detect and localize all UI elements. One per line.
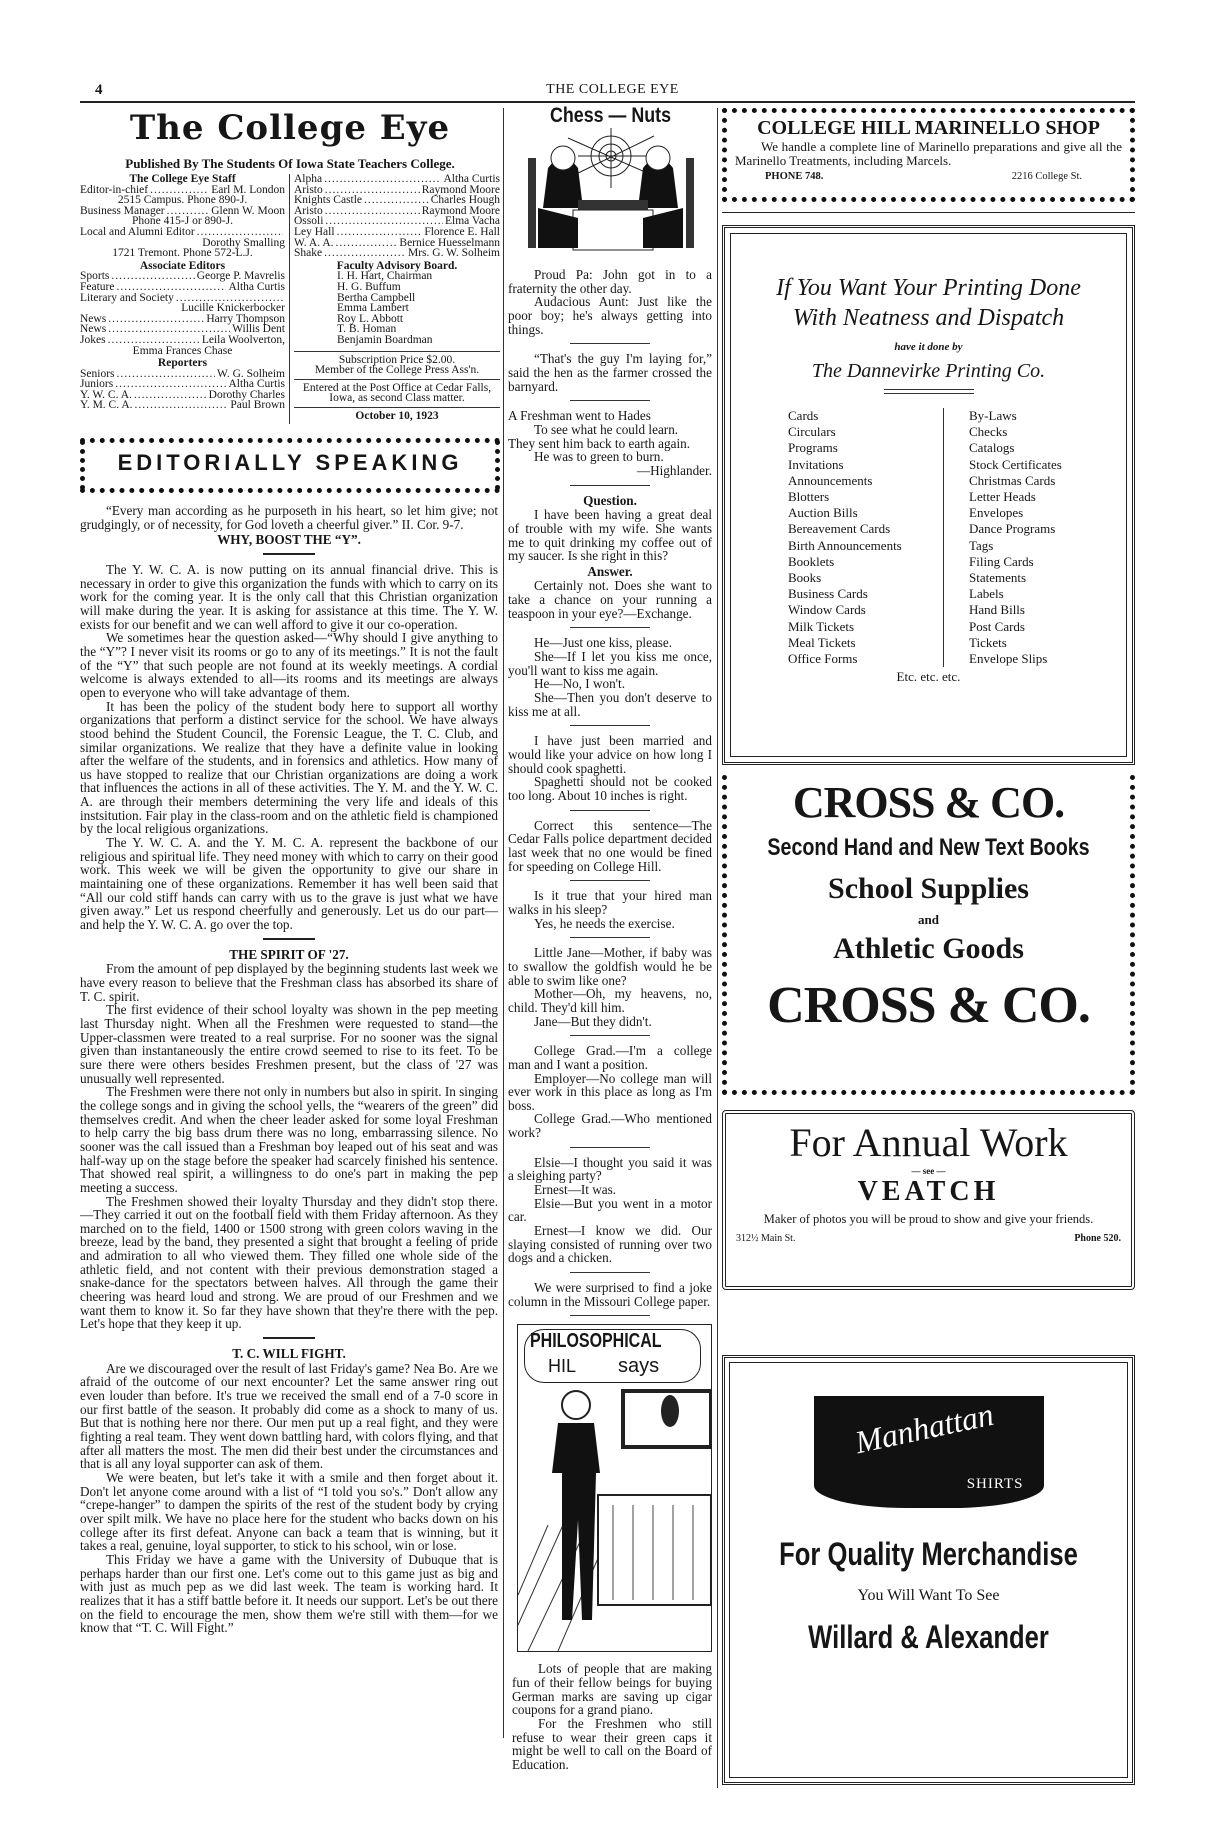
printing-ad [722, 225, 1135, 765]
staff-row [80, 335, 285, 346]
cross-athletic-goods: Athletic Goods [833, 932, 1024, 965]
joke-separator [570, 880, 650, 881]
cross-co-ad [722, 775, 1135, 1095]
staff-role: News [80, 312, 107, 325]
staff-name: Bernice Huesselmann [399, 236, 500, 249]
staff-name: Elma Vacha [444, 215, 500, 228]
veatch-see: — see — [911, 1166, 946, 1176]
joke-separator [570, 1147, 650, 1148]
staff-list [80, 174, 285, 411]
article-paragraph: The first evidence of their school loyalty was shown in the pep meeting last Thursday night. When all the Freshmen were requested to stand—the Upper-classmen were treated to a real surprise. For no sooner was the signal given than instantaneously the entire crowd seemed to rise to its feet. To be sure there were others besides Freshmen present, but the class of '27 was unusually well represented. [80, 1002, 498, 1086]
printing-item: Cards [788, 408, 819, 423]
joke-line: —Highlander. [636, 462, 712, 478]
logo-script: Manhattan [851, 1395, 997, 1461]
leader-dots [324, 248, 406, 259]
veatch-headline: For Annual Work [789, 1120, 1068, 1165]
printing-item: Programs [788, 440, 838, 456]
printing-item: Hand Bills [969, 602, 1025, 618]
veatch-address: 312½ Main St. [736, 1233, 796, 1244]
staff-name: Altha Curtis [228, 378, 285, 391]
printing-item: Tags [969, 537, 994, 553]
staff-role: Local and Alumni Editor [80, 225, 195, 238]
staff-role: Seniors [80, 367, 115, 380]
staff-row [80, 227, 285, 248]
joke-separator [570, 485, 650, 486]
ad-separator [722, 212, 1135, 213]
joke-line: He—Just one kiss, please. [534, 635, 673, 651]
printing-item: Milk Tickets [788, 618, 855, 634]
leader-dots [325, 206, 420, 217]
joke-heading: Question. [583, 492, 637, 508]
staff-row [80, 282, 285, 293]
cross-and: and [918, 912, 939, 927]
marinello-body: We handle a complete line of Marinello preparations and give all the Marinello Treatments, including Marcels. [735, 139, 1122, 168]
faculty-member: I. H. Hart, Chairman [337, 270, 433, 283]
article-title: THE SPIRIT OF '27. [229, 946, 349, 962]
printing-item: By-Laws [969, 408, 1017, 423]
leader-dots [116, 282, 226, 293]
joke-line: Proud Pa: John got in to a fraternity the other day. [508, 267, 712, 296]
staff-role: Shake [294, 247, 323, 260]
want-to-see: You Will Want To See [857, 1587, 1000, 1604]
joke-line: Audacious Aunt: Just like the poor boy; he's always getting into things. [508, 294, 712, 337]
cross-school-supplies: School Supplies [828, 872, 1029, 905]
printing-company: The Dannevirke Printing Co. [811, 360, 1046, 382]
leader-dots [134, 390, 207, 401]
joke-line: Ernest—It was. [534, 1182, 617, 1198]
leader-dots [117, 369, 216, 380]
staff-row [80, 293, 285, 314]
cross-name-top: CROSS & CO. [792, 778, 1065, 827]
staff-role: W. A. A. [294, 236, 334, 249]
staff-role: Ossoli [294, 215, 324, 228]
phil-title-2: HIL [548, 1356, 577, 1377]
joke-line: Elsie—I thought you said it was a sleighing party? [508, 1154, 712, 1184]
column-divider-1 [503, 108, 504, 1738]
staff-role: Juniors [80, 378, 114, 391]
leader-dots [108, 314, 204, 325]
joke-separator [570, 810, 650, 811]
joke-line: Little Jane—Mother, if baby was to swallow the goldfish would he be able to swim like one? [508, 945, 712, 988]
leader-dots [111, 271, 194, 282]
diamond-border-top [80, 438, 500, 443]
staff-role: Alpha [294, 173, 323, 185]
joke-heading: Answer. [587, 563, 633, 579]
printing-line-2: With Neatness and Dispatch [792, 305, 1065, 331]
printing-item: Announcements [788, 472, 873, 488]
phil-title: PHILOSOPHICAL [530, 1330, 662, 1353]
printing-item: Checks [969, 424, 1008, 440]
joke-line: Mother—Oh, my heavens, no, child. They'd kill him. [508, 986, 712, 1015]
printing-item: Envelopes [969, 505, 1024, 521]
staff-role: Business Manager [80, 204, 165, 217]
middle-column [508, 268, 712, 1772]
staff-role: Feature [80, 280, 115, 293]
printing-have: have it done by [894, 341, 963, 353]
staff-name: Charles Hough [430, 194, 500, 207]
diamond-border-bottom [80, 488, 500, 493]
joke-line: Jane—But they didn't. [534, 1013, 652, 1029]
staff-row [80, 400, 285, 411]
phil-paragraph: Lots of people that are making fun of their fellow beings for buying German marks are saving up cigar coupons for a grand piano. [512, 1661, 712, 1718]
staff-name: Altha Curtis [443, 173, 500, 185]
press-membership: Member of the College Press Ass'n. [314, 364, 480, 377]
editorial-column [80, 504, 498, 1739]
printing-item: Office Forms [788, 651, 858, 667]
scripture-quote: “Every man according as he purposeth in his heart, so let him give; not grudgingly, or of necessity, for God loveth a cheerful giver.” II. Cor. 9-7. [80, 504, 498, 532]
joke-separator [570, 1315, 650, 1316]
joke-line: I have been having a great deal of trouble with my wife. She wants me to quit drinking my coffee out of my saucer. Is she right in this? [508, 507, 712, 564]
manhattan-shirts-logo [814, 1396, 1044, 1508]
joke-line: He—No, I won't. [534, 676, 626, 692]
joke-line: “That's the guy I'm laying for,” said the hen as the farmer crossed the barnyard. [508, 351, 712, 394]
staff-role: Sports [80, 270, 110, 283]
printing-item: Filing Cards [969, 553, 1034, 569]
printing-item: Business Cards [788, 586, 868, 602]
section-rule [263, 1337, 315, 1339]
staff-name: Raymond Moore [421, 204, 500, 217]
cartoon-title: Chess — Nuts [549, 104, 672, 127]
staff-role: Ley Hall [294, 225, 335, 238]
article-paragraph: The Y. W. C. A. and the Y. M. C. A. represent the backbone of our religious and spiritual life. They need money with which to carry on their good work. This week we will be given the opportunity to give our share in maintaining one of these organizations. Remember it has well been said that “All our cold stiff hands can carry with us to the grave is just what we have given away.” Let us respond cheerfully and generously. Let us do our part—and help the Y. W. C. A. go over the top. [80, 835, 498, 933]
staff-role: Y. M. C. A. [80, 399, 133, 412]
printing-item: Meal Tickets [788, 634, 856, 650]
joke-separator [570, 1272, 650, 1273]
faculty-member: Bertha Campbell [337, 291, 416, 304]
joke-line: We were surprised to find a joke column in the Missouri College paper. [508, 1280, 712, 1309]
chess-players-illustration [508, 128, 713, 256]
staff-name: Harry Thompson [206, 312, 285, 325]
faculty-member: Benjamin Boardman [337, 333, 433, 346]
phil-text [512, 1662, 712, 1771]
reporters-heading: Reporters [157, 357, 208, 370]
article-paragraph: We were beaten, but let's take it with a smile and then forget about it. Don't let anyone come around with a list of “I told you so's.” Don't allow any “crepe-hanger” to dampen the spirits of the rest of the student body by crying over spilt milk. We have no place here for the student who backs down on his college after its first defeat. Anyone can back a team that is winning, but it takes a real, genuine, loyal supporter, to stick to his school, win or lose. [80, 1469, 498, 1554]
staff-name: Florence E. Hall [424, 225, 500, 238]
article-title: T. C. WILL FIGHT. [232, 1346, 346, 1362]
leader-dots [108, 335, 200, 346]
joke-separator [570, 627, 650, 628]
joke-separator [570, 937, 650, 938]
running-title: THE COLLEGE EYE [546, 82, 679, 97]
article-paragraph: The Y. W. C. A. is now putting on its annual financial drive. This is necessary in order to give this organization the funds with which to carry on its work for the coming year. It is the only call that this Christian organization will make during the year. It is asking for assistance at this time. The Y. W. exists for our benefit and we can well afford to give it our co-operation. [80, 561, 498, 632]
article-paragraph: It has been the policy of the student body here to support all worthy organizations that perform a distinct service for the school. We have always stood behind the Student Council, the Forensic League, the T. C. Club, and similar organizations. We realize that they have a definite value in looking after the welfare of the students, and in forensics and athletics. How many of us have stopped to realize that our Christian organizations are doing a work that influences the actions in all of these activities. The Y. M. and the Y. W. C. A. are through their members determining the very life and ideals of this instsitution. Fair play in the class-room and on the athletic field is championed by the local religious organizations. [80, 698, 498, 837]
article-paragraph: The Freshmen were there not only in numbers but also in spirit. In singing the college songs and in giving the school yells, the “wearers of the green” did themselves credit. And when the cheer leader asked for some loyal Freshman to help carry the big bass drum there was no long, embarrassing silence. No sooner was the call issued than a Freshman boy leaped out of his seat and was half-way up on the stage before the speaker had scarcely finished his sentence. That showed real spirit, a willingness to do one's part in making the pep meeting a success. [80, 1084, 498, 1195]
staff-name: Altha Curtis [228, 280, 285, 293]
marinello-address: 2216 College St. [1011, 171, 1082, 182]
article-paragraph: We sometimes hear the question asked—“Why should I give anything to the “Y”? I never visit its rooms or go to any of its meetings.” It is not the fault of the “Y” that such people are not found at its weekly meetings. A cordial welcome is always extended to all—its rooms and its meetings are always open to everyone who will take advantage of them. [80, 630, 498, 700]
joke-separator [570, 343, 650, 344]
joke-separator [570, 400, 650, 401]
staff-detail: Emma Frances Chase [132, 344, 233, 357]
staff-role: Literary and Society [80, 291, 174, 304]
joke-line: I have just been married and would like your advice on how long I should cook spaghetti. [508, 733, 712, 776]
joke-line: Yes, he needs the exercise. [534, 915, 675, 931]
leader-dots [197, 227, 283, 238]
joke-line: She—If I let you kiss me once, you'll want to kiss me again. [508, 649, 712, 678]
staff-name: Earl M. London [211, 183, 285, 196]
staff-name: George P. Mavrelis [196, 270, 285, 283]
printing-item: Bereavement Cards [788, 521, 891, 537]
section-rule [263, 553, 315, 555]
chess-nuts-cartoon [508, 104, 713, 259]
printing-item: Stock Certificates [969, 456, 1062, 472]
staff-detail: 2515 Campus. Phone 890-J. [117, 194, 248, 207]
leader-dots [324, 174, 441, 185]
section-rule [263, 938, 315, 940]
article-paragraph: This Friday we have a game with the University of Dubuque that is perhaps harder than our first one. Let's come out to this game just as big and with just as much pep as we did last week. The team is working hard. It realizes that it has a stiff battle before it. It needs our support. Let's be out there on the field to encourage the men, show them we're still with them—for we know that “T. C. Will Fight.” [80, 1551, 498, 1636]
article-paragraph: The Freshmen showed their loyalty Thursday and they didn't stop there.—They carried it out on the football field with them Friday afternoon. As they marched on to the field, 1400 or 1500 strong with green colors waving in the breeze, lead by the band, they presented a sight that brought a feeling of pride and admiration to all who viewed them. They filled one whole side of the athletic field, and not content with their previous demonstration staged a snake-dance for the spectators between halves. All through the game their cheering was heard loud and strong. We are proud of our Freshmen and we want them to know it. So far they have shown that they're there with the pep. Let's hope that they keep it up. [80, 1193, 498, 1332]
printing-item: Birth Announcements [788, 537, 902, 553]
leader-dots [364, 195, 429, 206]
leader-dots [336, 238, 398, 249]
veatch-ad [722, 1110, 1135, 1290]
staff-role: Aristo [294, 204, 323, 217]
staff-name: W. G. Solheim [217, 367, 285, 380]
cross-text-books: Second Hand and New Text Books [767, 834, 1090, 861]
staff-role: Jokes [80, 333, 106, 346]
veatch-phone: Phone 520. [1074, 1233, 1121, 1244]
marinello-phone: PHONE 748. [765, 171, 824, 182]
printing-item: Dance Programs [969, 521, 1056, 537]
printing-item: Letter Heads [969, 489, 1036, 505]
veatch-name: VEATCH [857, 1176, 1000, 1207]
masthead-title: The College Eye [129, 108, 451, 148]
philosophical-phil-cartoon [517, 1324, 712, 1652]
subscription-price: Subscription Price $2.00. [338, 353, 456, 366]
staff-row [294, 174, 500, 185]
masthead-divider [289, 174, 290, 424]
joke-line: They sent him back to earth again. [508, 435, 690, 451]
staff-heading: The College Eye Staff [129, 173, 236, 185]
joke-line: To see what he could learn. [534, 421, 679, 437]
society-list [294, 174, 500, 421]
joke-separator [570, 1035, 650, 1036]
faculty-heading: Faculty Advisory Board. [336, 259, 458, 272]
printing-item: Booklets [788, 553, 835, 569]
phil-illustration [518, 1325, 711, 1651]
published-by: Published By The Students Of Iowa State Teachers College. [125, 156, 455, 171]
staff-role: Editor-in-chief [80, 183, 149, 196]
joke-line: Is it true that your hired man walks in his sleep? [508, 888, 712, 917]
staff-name: Dorothy Charles [208, 388, 285, 401]
phil-paragraph: For the Freshmen who still refuse to wear their green caps it might be well to call on the Board of Education. [512, 1715, 712, 1772]
printing-item: Invitations [788, 456, 844, 472]
printing-item: Tickets [969, 634, 1007, 650]
staff-name: Paul Brown [230, 399, 285, 412]
article-paragraph: From the amount of pep displayed by the beginning students last week we have every reason to believe that the Freshman class has absorbed its share of T. C. spirit. [80, 961, 498, 1004]
cross-name-bottom: CROSS & CO. [767, 977, 1090, 1034]
article-paragraph: Are we discouraged over the result of last Friday's game? Nea Bo. Are we afraid of the outcome of our next encounter? Let the same answer ring out even louder than before. It's true we received the small end of a 7-0 score in our first battle of the season. It probably did come as a shock to many of us. But that is nothing here nor there. Our men put up a real fight, and they were fighting a real team. They went down battling hard, with colors flying, and that after all matters the most. The men did their best under the circumstances and that is all any loyal supporter can ask of them. [80, 1360, 498, 1472]
phil-title-3: says [618, 1355, 660, 1378]
page-number: 4 [95, 82, 103, 98]
faculty-member: T. B. Homan [337, 323, 397, 336]
staff-name: Lucille Knickerbocker [181, 302, 285, 315]
joke-line: College Grad.—I'm a college man and I want a position. [508, 1043, 712, 1072]
leader-dots [135, 400, 229, 411]
printing-item: Envelope Slips [969, 651, 1048, 667]
staff-role: Aristo [294, 183, 323, 196]
joke-line: A Freshman went to Hades [508, 408, 651, 424]
faculty-member: H. G. Buffum [337, 280, 401, 293]
veatch-tagline: Maker of photos you will be proud to show and give your friends. [763, 1212, 1094, 1226]
postal-notice: Entered at the Post Office at Cedar Falls, Iowa, as second Class matter. [294, 379, 500, 404]
printing-line-1: If You Want Your Printing Done [776, 275, 1081, 301]
joke-line: Correct this sentence—The Cedar Falls police department decided last week that no one would be fined for speeding on College Hill. [508, 817, 712, 874]
staff-name: Raymond Moore [421, 183, 500, 196]
staff-role: News [80, 323, 107, 336]
printing-item: Post Cards [969, 618, 1025, 634]
marinello-ad [722, 108, 1135, 202]
article-title: WHY, BOOST THE “Y”. [217, 532, 361, 548]
column-divider-2 [717, 108, 718, 1788]
joke-line: Elsie—But you went in a motor car. [508, 1195, 712, 1225]
joke-line: She—Then you don't deserve to kiss me at all. [508, 690, 712, 719]
editorial-banner: EDITORIALLY SPEAKING [117, 450, 463, 475]
staff-detail: 1721 Tremont. Phone 572-L.J. [112, 247, 253, 260]
printing-etc: Etc. etc. etc. [896, 669, 961, 685]
staff-row [294, 248, 500, 259]
printing-item: Auction Bills [788, 505, 858, 521]
printing-item: Books [788, 570, 822, 586]
staff-name: Mrs. G. W. Solheim [407, 247, 500, 260]
staff-detail: Phone 415-J or 890-J. [132, 215, 233, 228]
quality-merchandise: For Quality Merchandise [779, 1536, 1078, 1572]
jokes-column [508, 268, 712, 1308]
joke-line: Certainly not. Does she want to take a chance on your running a teaspoon in your eye?—Exchange. [508, 578, 712, 621]
willard-alexander-name: Willard & Alexander [808, 1619, 1049, 1655]
staff-name: Dorothy Smalling [202, 236, 285, 249]
staff-name: Glenn W. Moon [211, 204, 285, 217]
faculty-member: Roy L. Abbott [337, 312, 404, 325]
staff-name: Leila Woolverton, [201, 333, 285, 346]
leader-dots [337, 227, 423, 238]
staff-name: Willis Dent [232, 323, 285, 336]
joke-line: Spaghetti should not be cooked too long. About 10 inches is right. [508, 774, 712, 803]
issue-date: October 10, 1923 [294, 407, 500, 422]
joke-separator [570, 725, 650, 726]
printing-item: Labels [969, 586, 1004, 602]
marinello-title: COLLEGE HILL MARINELLO SHOP [757, 117, 1100, 139]
joke-line: He was to green to burn. [534, 449, 664, 465]
joke-line: Employer—No college man will ever work in this place as long as I'm boss. [508, 1070, 712, 1113]
joke-line: Ernest—I know we did. Our slaying consisted of running over two dogs and a chicken. [508, 1223, 712, 1266]
printing-item: Catalogs [969, 440, 1015, 456]
staff-role: Knights Castle [294, 194, 363, 207]
printing-item: Blotters [788, 489, 830, 505]
staff-row [294, 227, 500, 238]
faculty-member: Emma Lambert [337, 302, 409, 315]
printing-item: Circulars [788, 424, 836, 440]
printing-item: Christmas Cards [969, 472, 1056, 488]
printing-item: Statements [969, 570, 1027, 586]
joke-line: College Grad.—Who mentioned work? [508, 1111, 712, 1141]
logo-shirts: SHIRTS [966, 1476, 1024, 1492]
staff-role: Y. W. C. A. [80, 388, 132, 401]
printing-item: Window Cards [788, 602, 866, 618]
header-rule [80, 101, 1135, 103]
willard-alexander-ad [722, 1355, 1135, 1785]
associate-heading: Associate Editors [139, 259, 226, 272]
